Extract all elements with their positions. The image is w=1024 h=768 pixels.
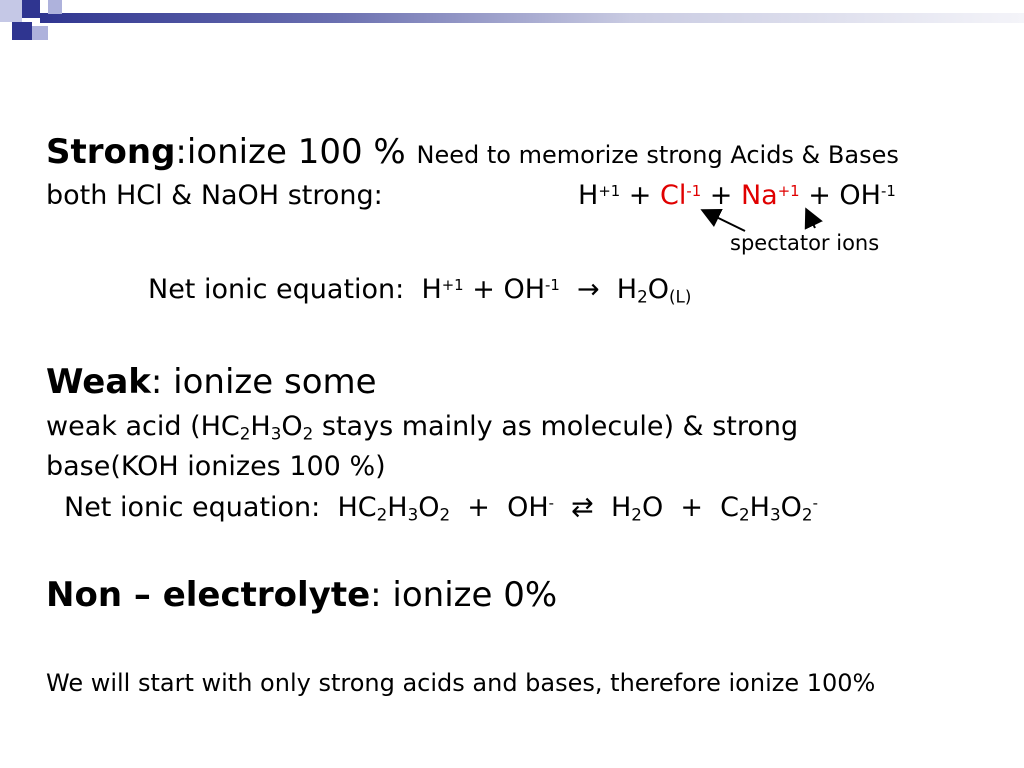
na-ion: Na xyxy=(740,180,778,211)
plus-sign: + xyxy=(450,492,508,523)
strong-line xyxy=(46,132,899,172)
text: weak acid (HC xyxy=(46,411,240,442)
charge: - xyxy=(812,493,818,512)
subscript: 3 xyxy=(407,504,419,525)
text: O xyxy=(418,492,440,523)
product-o: O xyxy=(647,274,669,305)
arrow-to-cl-icon xyxy=(704,211,745,231)
text: H xyxy=(250,411,271,442)
charge: -1 xyxy=(545,275,560,294)
strong-heading: Strong xyxy=(46,132,176,172)
subscript: 2 xyxy=(376,504,388,525)
text: H xyxy=(387,492,408,523)
net-label: Net ionic equation: xyxy=(148,274,422,305)
subscript: 3 xyxy=(270,423,282,444)
oh-ion: OH xyxy=(503,274,545,305)
weak-net-ionic-equation xyxy=(64,494,818,523)
plus-sign: + xyxy=(701,180,741,211)
non-electrolyte-line xyxy=(46,575,558,615)
weak-example-line-2: base(KOH ionizes 100 %) xyxy=(46,451,386,482)
charge: +1 xyxy=(441,275,464,294)
subscript: 2 xyxy=(631,504,642,525)
text: stays mainly as molecule) & strong xyxy=(313,411,799,442)
text: C xyxy=(720,492,740,523)
header-gradient-bar xyxy=(40,13,1024,23)
h-ion: H xyxy=(421,274,442,305)
header-square-decoration xyxy=(0,0,22,22)
strong-net-ionic-equation xyxy=(148,276,691,305)
weak-example-line-1 xyxy=(46,413,798,442)
strong-example-line xyxy=(46,180,896,211)
subscript: 2 xyxy=(439,504,451,525)
header-square-decoration xyxy=(12,22,32,40)
header-square-decoration xyxy=(32,26,48,40)
charge: +1 xyxy=(777,181,800,200)
subscript: 2 xyxy=(739,504,750,525)
footer-note: We will start with only strong acids and bases, therefore ionize 100% xyxy=(46,669,876,697)
charge: - xyxy=(548,493,555,512)
non-electrolyte-heading: Non – electrolyte xyxy=(46,575,371,615)
text: O xyxy=(641,492,664,523)
text: HC xyxy=(337,492,377,523)
charge: -1 xyxy=(686,181,702,200)
subscript: 2 xyxy=(302,423,314,444)
oh-ion: OH xyxy=(839,180,881,211)
reaction-arrow-icon: → xyxy=(559,274,617,305)
plus-sign: + xyxy=(799,180,840,211)
strong-example-text: both HCl & NaOH strong: xyxy=(46,180,383,211)
plus-sign: + xyxy=(463,274,504,305)
equilibrium-arrow-icon: ⇄ xyxy=(554,492,611,523)
header-square-decoration xyxy=(22,0,40,18)
arrow-to-na-icon xyxy=(807,211,815,228)
net-label: Net ionic equation: xyxy=(64,492,338,523)
subscript: 2 xyxy=(637,286,648,307)
weak-line xyxy=(46,362,377,402)
strong-dissociation-equation xyxy=(578,182,896,209)
spectator-ions-label: spectator ions xyxy=(730,231,880,255)
text: H xyxy=(610,492,632,523)
strong-note: Need to memorize strong Acids & Bases xyxy=(416,141,899,169)
state-label: (L) xyxy=(669,286,692,307)
header-square-decoration xyxy=(48,0,62,14)
text: O xyxy=(281,411,303,442)
text: H xyxy=(749,492,770,523)
charge: +1 xyxy=(598,181,621,200)
non-electrolyte-description: : ionize 0% xyxy=(370,575,558,615)
strong-description: :ionize 100 % xyxy=(175,132,417,172)
oh-ion: OH xyxy=(507,492,549,523)
weak-heading: Weak xyxy=(46,362,151,402)
weak-description: : ionize some xyxy=(150,362,377,402)
product-h: H xyxy=(616,274,638,305)
plus-sign: + xyxy=(663,492,721,523)
subscript: 2 xyxy=(801,504,813,525)
subscript: 3 xyxy=(769,504,781,525)
text: O xyxy=(780,492,802,523)
charge: -1 xyxy=(880,181,896,200)
cl-ion: Cl xyxy=(660,180,687,211)
plus-sign: + xyxy=(620,180,660,211)
h-ion: H xyxy=(578,180,599,211)
subscript: 2 xyxy=(239,423,251,444)
